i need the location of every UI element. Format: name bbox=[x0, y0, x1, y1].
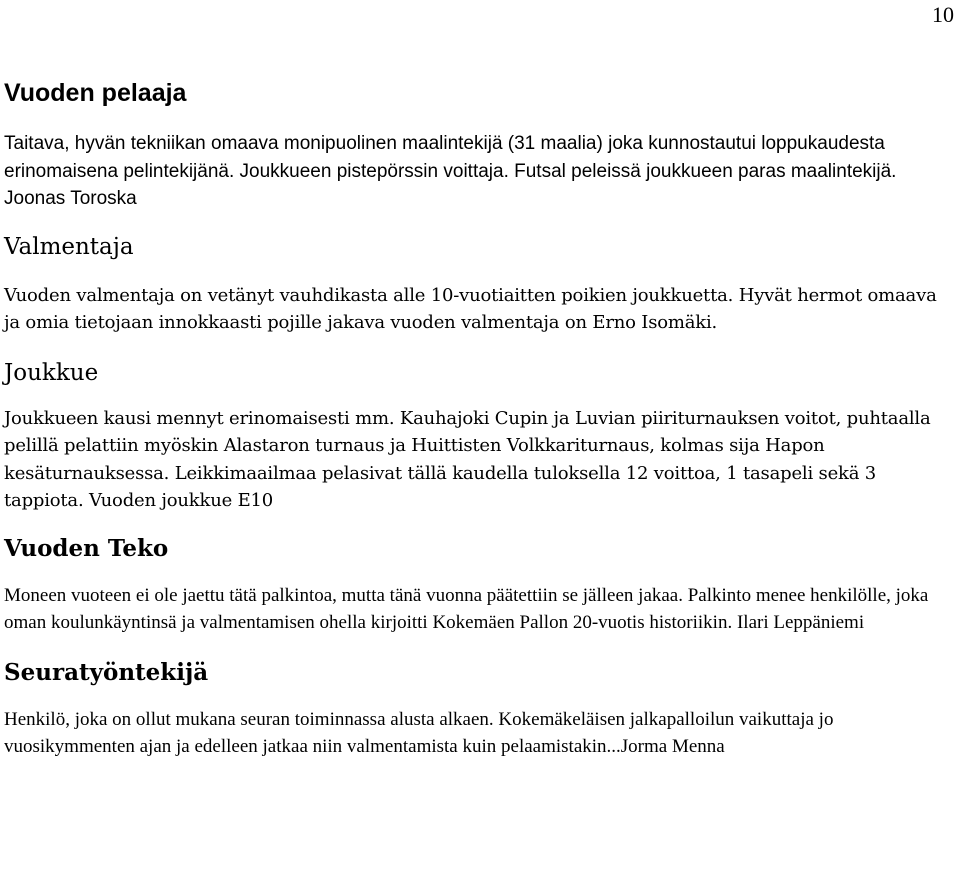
section-vuoden-teko bbox=[4, 534, 954, 637]
section-text: Moneen vuoteen ei ole jaettu tätä palkintoa, mutta tänä vuonna päätettiin se jälleen jakaa. Palkinto menee henkilölle, joka oman koulunkäyntinsä ja valmentamisen ohella kirjoitti Kokemäen Pallon 20-vuotis historiikin. Ilari Leppäniemi bbox=[4, 584, 929, 633]
page-number: 10 bbox=[932, 2, 954, 27]
section-heading: Vuoden Teko bbox=[4, 534, 169, 562]
document-body bbox=[4, 78, 954, 761]
section-heading: Joukkue bbox=[4, 359, 99, 386]
section-text: Joukkueen kausi mennyt erinomaisesti mm. Kauhajoki Cupin ja Luvian piiriturnauksen voitot, puhtaalla pelillä pelattiin myöskin Alastaron turnaus ja Huittisten Volkkariturnaus, kolmas sija Hapon kesäturnauksessa. Leikkimaailmaa pelasivat tällä kaudella tuloksella 12 voittoa, 1 tasapeli sekä 3 tappiota. Vuoden joukkue E10 bbox=[4, 407, 931, 511]
section-heading: Valmentaja bbox=[4, 233, 134, 260]
section-seuratyontekija bbox=[4, 658, 954, 761]
section-text: Henkilö, joka on ollut mukana seuran toiminnassa alusta alkaen. Kokemäkeläisen jalkapalloilun vaikuttaja jo vuosikymmenten ajan ja edelleen jatkaa niin valmentamista kuin pelaamistakin...Jorma Menna bbox=[4, 708, 834, 757]
section-vuoden-pelaaja bbox=[4, 78, 954, 213]
section-heading: Vuoden pelaaja bbox=[4, 79, 187, 107]
section-heading: Seuratyöntekijä bbox=[4, 658, 209, 686]
section-text: Vuoden valmentaja on vetänyt vauhdikasta alle 10-vuotiaitten poikien joukkuetta. Hyvät hermot omaava ja omia tietojaan innokkaasti pojille jakava vuoden valmentaja on Erno Isomäki. bbox=[4, 284, 937, 333]
section-joukkue bbox=[4, 358, 954, 515]
section-text: Taitava, hyvän tekniikan omaava monipuolinen maalintekijä (31 maalia) joka kunnostautui loppukaudesta erinomaisena pelintekijänä. Joukkueen pistepörssin voittaja. Futsal peleissä joukkueen paras maalintekijä. Joonas Toroska bbox=[4, 133, 897, 209]
section-valmentaja bbox=[4, 232, 954, 337]
